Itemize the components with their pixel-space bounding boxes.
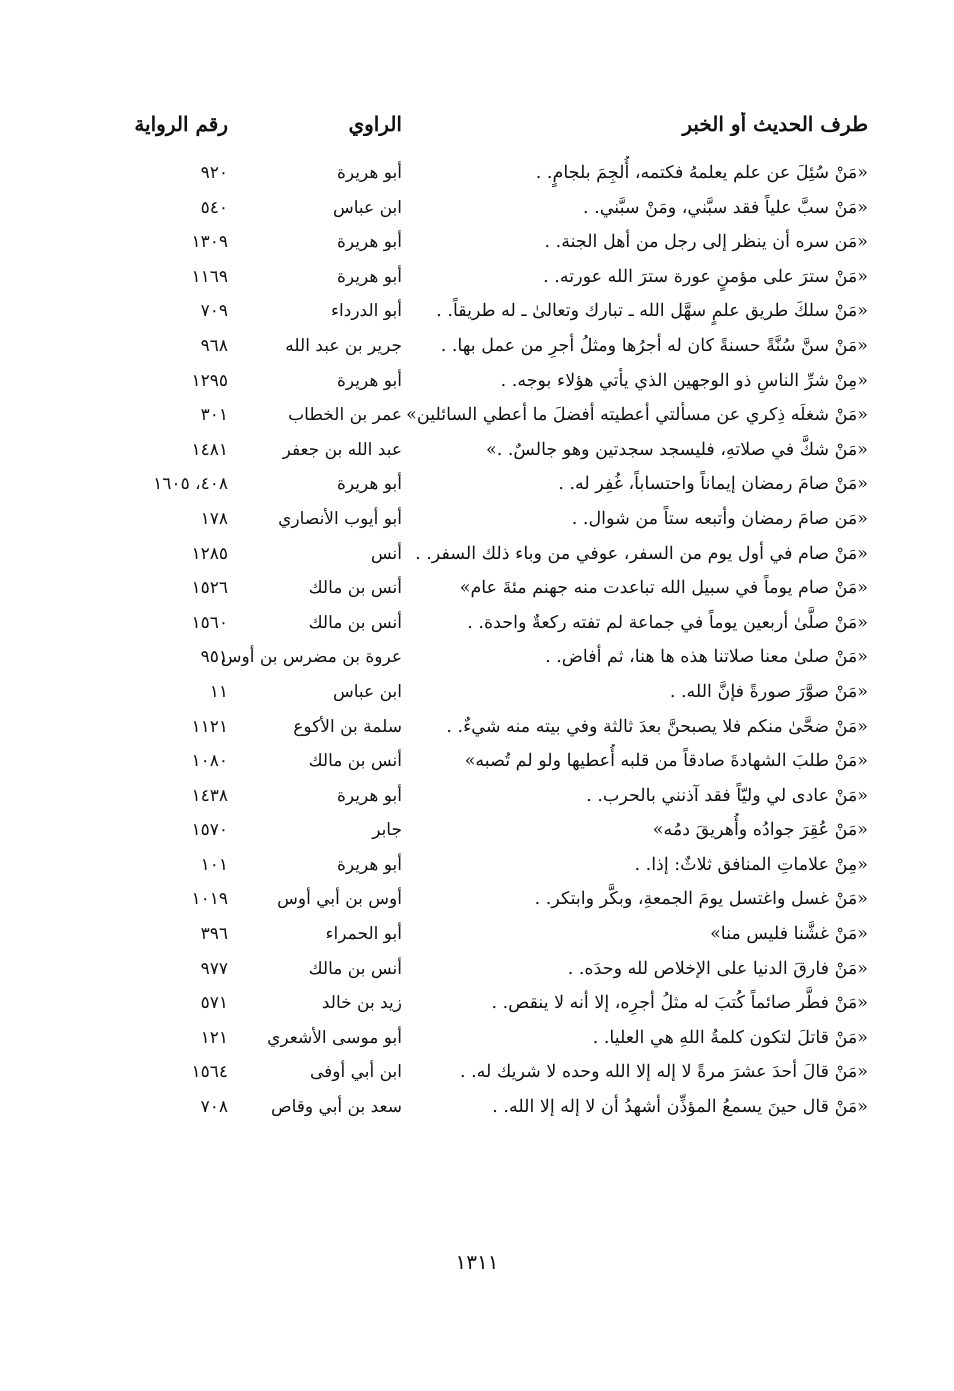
header-number-column: رقم الرواية: [134, 112, 228, 136]
narrator-name: أنس: [370, 543, 402, 564]
hadith-text: «مَنْ صام في أول يوم من السفر، عوفي من وباء ذلك السفر. .: [415, 543, 868, 564]
narrator-name: عمر بن الخطاب: [288, 405, 402, 426]
hadith-text: «مَنْ صامَ رمضان إيماناً واحتساباً، غُفِر له. .: [558, 474, 868, 495]
narration-number: ١٣٠٩: [191, 232, 228, 253]
table-row: [0, 502, 954, 537]
narration-number: ٩٦٨: [200, 335, 228, 356]
narrator-name: أبو هريرة: [336, 474, 402, 495]
narrator-name: أبو موسى الأشعري: [267, 1027, 402, 1048]
narrator-name: ابن عباس: [332, 681, 402, 702]
narration-number: ١٢٩٥: [191, 370, 228, 391]
table-row: [0, 433, 954, 468]
hadith-text: «مَنْ ضحَّىٰ منكم فلا يصبحنَّ بعدَ ثالثة وفي بيته منه شيءٌ. .: [446, 716, 868, 737]
narrator-name: أبو الدرداء: [331, 301, 402, 322]
hadith-text: «مِنْ علاماتِ المنافق ثلاثٌ: إذا. .: [634, 854, 868, 875]
hadith-text: «مَن صامَ رمضان وأتبعه ستاً من شوال. .: [571, 508, 868, 529]
hadith-text: «مَنْ شغلَه ذِكري عن مسألتي أعطيته أفضلَ ما أعطي السائلين»: [406, 405, 868, 426]
narrator-name: أبو هريرة: [336, 785, 402, 806]
narration-number: ١٥٦٠: [191, 612, 228, 633]
hadith-text: «مَنْ صلىٰ معنا صلاتنا هذه ها هنا، ثم أفاض. .: [545, 647, 868, 668]
hadith-text: «مَنْ فطَّر صائماً كُتبَ له مثلُ أجرِه، إلا أنه لا ينقص. .: [491, 993, 868, 1014]
hadith-text: «مَنْ صام يوماً في سبيل الله تباعدت منه جهنم مئةَ عام»: [459, 578, 868, 599]
narration-number: ٣٩٦: [200, 924, 228, 945]
hadith-text: «مَنْ سلكَ طريق علمٍ سهَّل الله ـ تبارك وتعالىٰ ـ له طريقاً. .: [436, 301, 868, 322]
narration-number: ٤٠٨، ١٦٠٥: [153, 474, 228, 495]
narrator-name: عروة بن مضرس بن أوس: [220, 647, 402, 668]
narration-number: ٩٥١: [200, 647, 228, 668]
narrator-name: أبو هريرة: [336, 854, 402, 875]
table-header: [0, 108, 954, 144]
table-row: [0, 294, 954, 329]
narrator-name: جابر: [372, 820, 402, 841]
table-row: [0, 779, 954, 814]
narration-number: ٣٠١: [200, 405, 228, 426]
header-narrator-column: الراوي: [348, 112, 402, 136]
hadith-text: «مَنْ شكَّ في صلاتهِ، فليسجد سجدتين وهو جالسٌ. .»: [486, 439, 868, 460]
table-row: [0, 952, 954, 987]
table-row: [0, 156, 954, 191]
table-row: [0, 329, 954, 364]
table-row: [0, 640, 954, 675]
hadith-text: «مَن سره أن ينظر إلى رجل من أهل الجنة. .: [544, 232, 868, 253]
narration-number: ١١٦٩: [191, 266, 228, 287]
hadith-text: «مَنْ غشَّنا فليس منا»: [710, 924, 868, 945]
hadith-text: «مَنْ فارقَ الدنيا على الإخلاص لله وحدَه. .: [567, 958, 868, 979]
narration-number: ١٢١: [200, 1027, 228, 1048]
narrator-name: سعد بن أبي وقاص: [271, 1097, 402, 1118]
narration-number: ١٢٨٥: [191, 543, 228, 564]
narrator-name: ابن أبي أوفى: [309, 1062, 402, 1083]
narration-number: ١١: [209, 681, 228, 702]
hadith-text: «مَنْ قال حينَ يسمعُ المؤذِّن أشهدُ أن لا إله إلا الله. .: [492, 1097, 868, 1118]
table-row: [0, 986, 954, 1021]
narrator-name: أبو هريرة: [336, 370, 402, 391]
table-row: [0, 1055, 954, 1090]
narrator-name: أبو هريرة: [336, 163, 402, 183]
header-text-column: طرف الحديث أو الخبر: [682, 112, 868, 136]
hadith-text: «مَنْ سُئِلَ عن علم يعلمهُ فكتمه، أُلجِمَ بلجامٍ. .: [535, 163, 868, 183]
table-row: [0, 225, 954, 260]
hadith-text: «مَنْ سنَّ سُنَّةً حسنةً كان له أجرُها ومثلُ أجرِ من عمل بها. .: [440, 335, 868, 356]
table-row: [0, 571, 954, 606]
narrator-name: زيد بن خالد: [321, 993, 402, 1014]
narrator-name: أنس بن مالك: [308, 578, 402, 599]
narrator-name: أبو هريرة: [336, 232, 402, 253]
narration-number: ١٥٢٦: [191, 578, 228, 599]
hadith-text: «مَنْ عادى لي وليّاً فقد آذنني بالحرب. .: [586, 785, 868, 806]
narration-number: ١٥٧٠: [191, 820, 228, 841]
narration-number: ١٠٨٠: [191, 751, 228, 772]
table-row: [0, 917, 954, 952]
narrator-name: ابن عباس: [332, 197, 402, 218]
table-row: [0, 1090, 954, 1125]
narration-number: ٧٠٩: [200, 301, 228, 322]
hadith-text: «مَنْ قالَ أحدَ عشرَ مرةً لا إله إلا الله وحده لا شريك له. .: [459, 1062, 868, 1083]
narration-number: ١٠١: [200, 854, 228, 875]
narrator-name: أبو هريرة: [336, 266, 402, 287]
table-row: [0, 537, 954, 572]
narrator-name: أبو الحمراء: [325, 924, 402, 945]
narration-number: ٩٧٧: [200, 958, 228, 979]
narration-number: ٥٤٠: [200, 197, 228, 218]
table-row: [0, 364, 954, 399]
narrator-name: أبو أيوب الأنصاري: [278, 508, 402, 529]
narrator-name: أوس بن أبي أوس: [277, 889, 402, 910]
narrator-name: أنس بن مالك: [308, 751, 402, 772]
table-row: [0, 848, 954, 883]
hadith-text: «مَنْ غسل واغتسل يومَ الجمعةِ، وبكَّر وابتكر. .: [534, 889, 868, 910]
narration-number: ١٥٦٤: [191, 1062, 228, 1083]
narrator-name: سلمة بن الأكوع: [293, 716, 402, 737]
narrator-name: جرير بن عبد الله: [285, 335, 402, 356]
table-row: [0, 675, 954, 710]
hadith-text: «مَنْ سترَ على مؤمنٍ عورة سترَ الله عورته. .: [543, 266, 868, 287]
table-row: [0, 606, 954, 641]
narrator-name: أنس بن مالك: [308, 612, 402, 633]
narration-number: ١١٢١: [191, 716, 228, 737]
narration-number: ١٠١٩: [191, 889, 228, 910]
narration-number: ٩٢٠: [200, 163, 228, 183]
table-row: [0, 744, 954, 779]
table-row: [0, 191, 954, 226]
narration-number: ١٤٣٨: [191, 785, 228, 806]
narration-number: ١٧٨: [200, 508, 228, 529]
table-row: [0, 1021, 954, 1056]
table-row: [0, 882, 954, 917]
hadith-text: «مَنْ صوَّرَ صورةً فإنَّ الله. .: [669, 681, 868, 702]
narration-number: ٥٧١: [200, 993, 228, 1014]
table-row: [0, 398, 954, 433]
table-row: [0, 260, 954, 295]
table-row: [0, 813, 954, 848]
hadith-text: «مَنْ طلبَ الشهادةَ صادقاً من قلبه أُعطيها ولو لم تُصبه»: [464, 751, 868, 772]
table-row: [0, 467, 954, 502]
narrator-name: أنس بن مالك: [308, 958, 402, 979]
page-number: ١٣١١: [455, 1250, 499, 1274]
narration-number: ١٤٨١: [191, 439, 228, 460]
hadith-text: «مَنْ عُقِرَ جوادُه وأُهريقَ دمُه»: [652, 820, 868, 841]
hadith-text: «مَنْ قاتلَ لتكون كلمةُ اللهِ هي العليا. .: [592, 1027, 868, 1048]
hadith-text: «مَنْ سبَّ علياً فقد سبَّني، ومَنْ سبَّني. .: [583, 197, 868, 218]
hadith-text: «مِنْ شرِّ الناسِ ذو الوجهين الذي يأتي هؤلاء بوجه. .: [500, 370, 868, 391]
hadith-text: «مَنْ صلَّىٰ أربعين يوماً في جماعة لم تفته ركعةٌ واحدة. .: [467, 612, 868, 633]
hadith-index-table: [0, 156, 954, 1125]
narration-number: ٧٠٨: [200, 1097, 228, 1118]
table-row: [0, 710, 954, 745]
narrator-name: عبد الله بن جعفر: [282, 439, 402, 460]
